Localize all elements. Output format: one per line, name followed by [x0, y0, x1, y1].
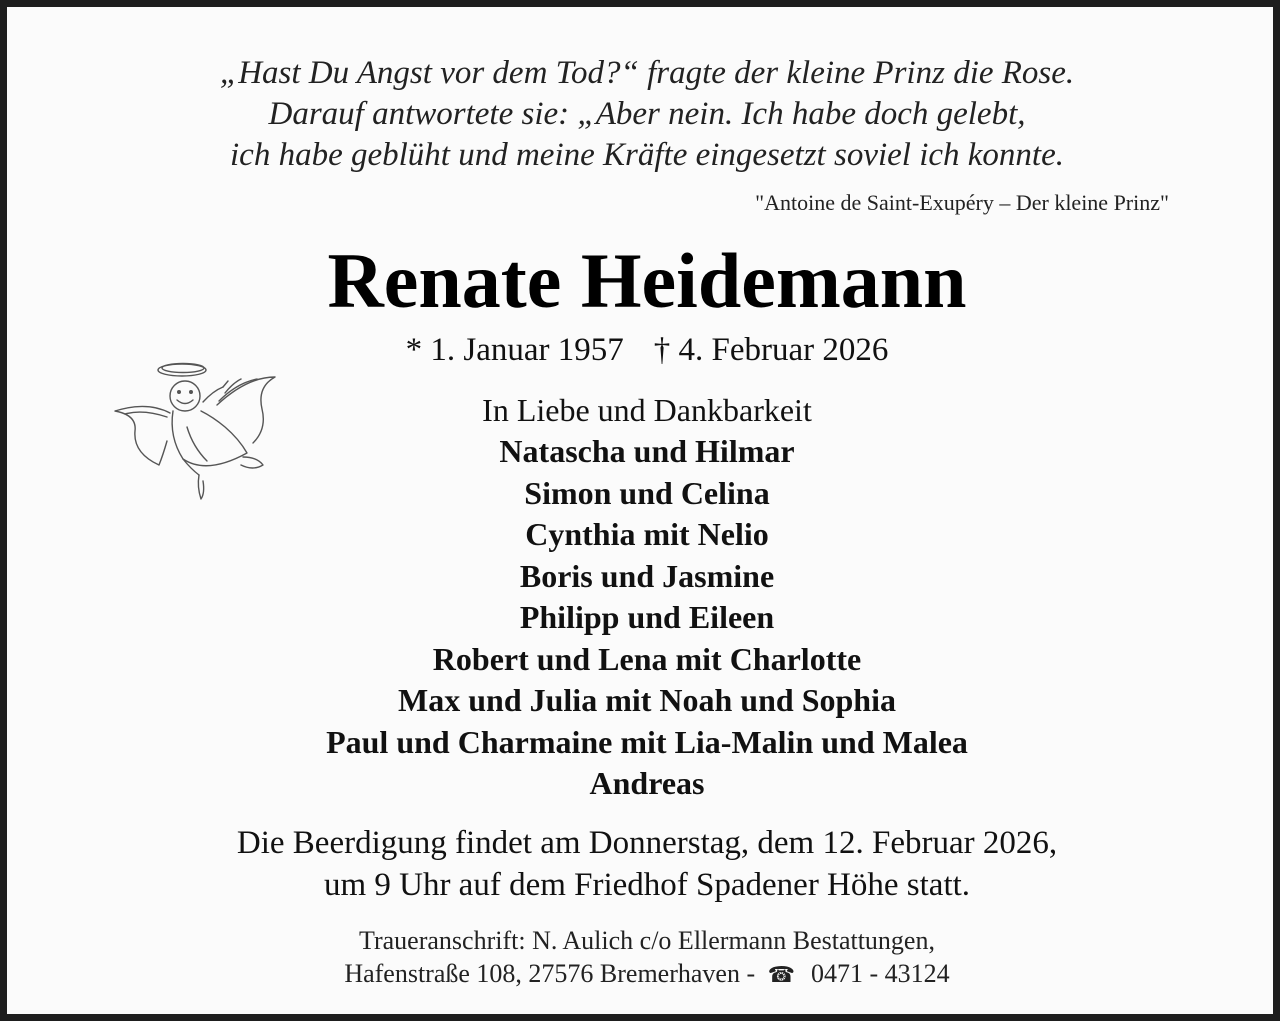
mourner-name: Paul und Charmaine mit Lia-Malin und Malea	[326, 723, 968, 760]
death-date: † 4. Februar 2026	[653, 332, 889, 368]
mourner-name: Simon und Celina	[524, 474, 770, 511]
quote-line: ich habe geblüht und meine Kräfte eingesetzt soviel ich konnte.	[230, 137, 1064, 173]
quote	[7, 53, 1280, 176]
mourner-name: Boris und Jasmine	[519, 557, 775, 594]
mourning-address	[7, 924, 1280, 992]
mourners	[7, 390, 1280, 805]
quote-attribution: "Antoine de Saint-Exupéry – Der kleine Prinz"	[755, 190, 1169, 215]
birth-date: * 1. Januar 1957	[405, 332, 624, 368]
funeral-line: um 9 Uhr auf dem Friedhof Spadener Höhe statt.	[323, 867, 971, 903]
mourner-name: Natascha und Hilmar	[499, 433, 795, 469]
quote-line: „Hast Du Angst vor dem Tod?“ fragte der kleine Prinz die Rose.	[219, 55, 1075, 91]
mourner-name: Andreas	[589, 765, 705, 801]
address-line: Traueranschrift: N. Aulich c/o Ellermann Bestattungen,	[359, 926, 935, 955]
funeral-info	[7, 822, 1280, 906]
address-street: Hafenstraße 108, 27576 Bremerhaven -	[344, 959, 756, 988]
funeral-line: Die Beerdigung findet am Donnerstag, dem 12. Februar 2026,	[236, 825, 1058, 861]
mourner-name: Philipp und Eileen	[519, 599, 775, 635]
quote-line: Darauf antwortete sie: „Aber nein. Ich habe doch gelebt,	[268, 96, 1026, 132]
telephone-icon: ☎	[767, 963, 796, 988]
deceased-name: Renate Heidemann	[327, 237, 967, 324]
mourner-name: Cynthia mit Nelio	[525, 516, 769, 552]
phone-number: 0471 - 43124	[811, 959, 950, 988]
mourner-name: Robert und Lena mit Charlotte	[432, 640, 862, 677]
mourners-intro: In Liebe und Dankbarkeit	[482, 392, 812, 428]
address-line	[7, 957, 1280, 992]
mourner-name: Max und Julia mit Noah und Sophia	[398, 682, 896, 718]
